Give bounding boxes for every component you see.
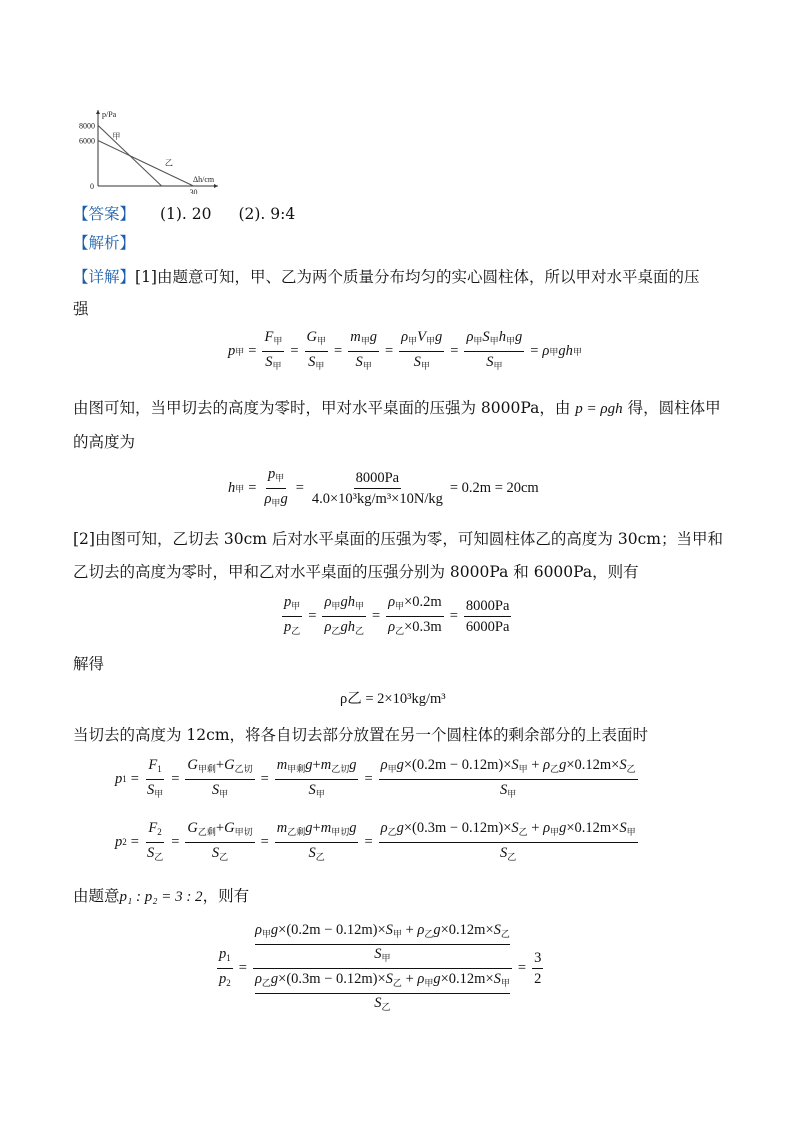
h-eq-result: = 0.2m = 20cm [449,479,539,496]
ratio-num: 8000Pa [464,597,512,617]
detail-p2-line2: 的高度为 [73,433,136,451]
detail-p5-part2: ，则有 [202,887,250,905]
h-eq-num: 8000Pa [354,469,402,489]
y-axis-label: p/Pa [102,110,117,119]
detail-p4: 当切去的高度为 12cm，将各自切去部分放置在另一个圆柱体的剩余部分的上表面时 [73,726,649,744]
detail-p5-ratio: p₁ : p₂ = 3 : 2 [119,889,203,905]
height-formula: h 甲 = $\frac{p_甲}{\rho_甲g}$ = $\frac{8000Pa}{\text{4.0×10³kg/m³×10N/kg}}$ = 0.2m = 20cm [228,465,539,508]
pressure-formula-chain: p 甲 = $\frac{F_甲}{S_甲}$ = $\frac{G_甲}{S_甲}$ = $\frac{m_甲g}{S_甲}$ = $\frac{\rho_甲V_甲g}{S_甲}$ = $\frac{\rho_甲S_甲h_甲g}{S_甲}$ = ρ 甲 gh 甲 [228,328,582,371]
detail-p1-line1 [73,266,699,288]
answer-part1: (1). 20 [159,205,212,223]
detail-p2-part1: 由图可知，当甲切去的高度为零时，甲对水平桌面的压强为 8000Pa，由 [73,399,571,417]
answer-tag: 【答案】 [73,205,136,223]
x-tick-30: 30 [189,188,198,194]
h-eq-den: 4.0×10³kg/m³×10N/kg [311,490,443,507]
detail-p1-text: [1]由题意可知，甲、乙为两个质量分布均匀的实心圆柱体，所以甲对水平桌面的压 [135,268,700,286]
density-result: ρ乙 = 2×10³kg/m³ [340,690,446,707]
y-axis-arrow [96,110,100,114]
answer-line [73,203,295,225]
series-label-2: 乙 [164,158,173,168]
final-rhs-den: 2 [534,970,542,987]
detail-p2-line1 [73,397,721,420]
pressure-ratio-formula: $\frac{p_甲}{p_乙}$ = $\frac{\rho_甲gh_甲}{\rho_乙gh_乙}$ = $\frac{\rho_甲\times 0.2m}{\rho_乙\times 0.3m}$ = $\frac{8000Pa}{6000Pa}$ [284,593,510,636]
final-rhs-num: 3 [532,949,543,969]
analysis-tag: 【解析】 [73,234,136,252]
y-tick-8000: 8000 [79,121,95,131]
detail-p3-line1: [2]由图可知，乙切去 30cm 后对水平桌面的压强为零，可知圆柱体乙的高度为 30cm；当甲和 [73,530,723,548]
detail-p3-line2: 乙切去的高度为零时，甲和乙对水平桌面的压强分别为 8000Pa 和 6000Pa，则有 [73,563,639,581]
x-axis-arrow [214,184,218,188]
y-tick-6000: 6000 [79,136,95,146]
detail-p2-part2: 得，圆柱体甲 [627,399,721,417]
pressure-height-graph [70,106,230,194]
detail-p1-line2: 强 [73,300,89,318]
solve-label: 解得 [73,655,105,673]
detail-tag: 【详解】 [73,268,136,286]
detail-p5 [73,885,249,908]
detail-p5-part1: 由题意 [73,887,120,905]
detail-p2-formula: p = ρgh [575,401,623,417]
x-tick-0: 0 [90,182,94,191]
p1-formula: p 1 = $\frac{F_1}{S_甲}$ = $\frac{G_{甲剩}+G_{乙切}}{S_甲}$ = $\frac{m_{甲剩}g+m_{乙切}g}{S_甲}$ = $\frac{\rho_甲g\times(0.2m - 0.12m)\times S_甲 + \rho_乙g\times 0.12m\times S_乙}{S_甲}$ [115,756,636,799]
series-line-2 [98,141,193,186]
p2-formula: p 2 = $\frac{F_2}{S_乙}$ = $\frac{G_{乙剩}+G_{甲切}}{S_乙}$ = $\frac{m_{乙剩}g+m_{甲切}g}{S_乙}$ = $\frac{\rho_乙g\times(0.3m - 0.12m)\times S_乙 + \rho_甲g\times 0.12m\times S_甲}{S_乙}$ [115,819,636,862]
series-label-1: 甲 [112,132,121,142]
answer-part2: (2). 9:4 [238,205,296,223]
ratio-den: 6000Pa [465,618,510,635]
x-axis-label: Δh/cm [193,175,215,184]
final-ratio-formula: $\frac{p_1}{p_2}$ = $\rho_甲g\times(0.2m - 0.12m)\times S_甲 + \rho_乙g\times 0.12m\times S_乙$ $S_甲$ $\rho_乙g\times(0.3m - 0.12m)\times S_乙 + \rho_甲g\times 0.12m\times S_甲$ $S_乙$ = $\frac{3}{2}$ [219,921,542,1012]
